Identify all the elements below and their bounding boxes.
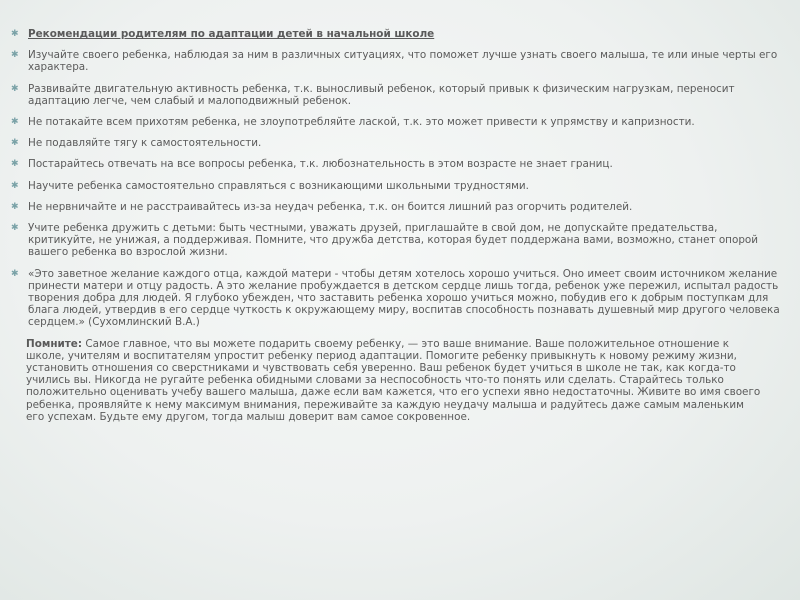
list-item bbox=[10, 158, 780, 170]
bullet-icon: ✱ bbox=[11, 268, 19, 279]
list-item-heading bbox=[10, 28, 780, 40]
slide-content bbox=[10, 28, 780, 423]
bullet-icon: ✱ bbox=[11, 138, 19, 149]
recommendations-list bbox=[10, 28, 780, 329]
list-item-text: Развивайте двигательную активность ребенка, т.к. выносливый ребенок, который привык к физическим нагрузкам, переносит адаптацию легче, чем слабый и малоподвижный ребенок. bbox=[28, 82, 735, 107]
list-item bbox=[10, 137, 780, 149]
list-item bbox=[10, 201, 780, 213]
bullet-icon: ✱ bbox=[11, 180, 19, 191]
list-item-text: Научите ребенка самостоятельно справляться с возникающими школьными трудностями. bbox=[28, 179, 529, 192]
list-item-text: Не подавляйте тягу к самостоятельности. bbox=[28, 137, 262, 150]
bullet-icon: ✱ bbox=[11, 83, 19, 94]
list-item-text: Учите ребенка дружить с детьми: быть честными, уважать друзей, приглашайте в свой дом, не допускайте предательства, критикуйте, не унижая, а поддерживая. Помните, что дружба детства, которая будет поддержана вами, возможно, станет опорой вашего ребенка во взрослой жизни. bbox=[28, 222, 759, 259]
note-text: Самое главное, что вы можете подарить своему ребенку, — это ваше внимание. Ваше положительное отношение к школе, учителям и воспитателям упростит ребенку период адаптации. Помогите ребенку привыкнуть к новому режиму жизни, установить отношения со сверстниками и чувствовать себя уверенно. Ваш ребенок будет учиться в школе не так, как когда-то учились вы. Никогда не ругайте ребенка обидными словами за неспособность что-то понять или сделать. Старайтесь только положительно оценивать учебу вашего малыша, даже если вам кажется, что его успехи явно недостаточны. Живите во имя своего ребенка, проявляйте к нему максимум внимания, переживайте за каждую неудачу малыша и радуйтесь даже самым маленьким его успехам. Будьте ему другом, тогда малыш доверит вам самое сокровенное. bbox=[26, 337, 761, 423]
list-item-text: Постарайтесь отвечать на все вопросы ребенка, т.к. любознательность в этом возрасте не знает границ. bbox=[28, 158, 613, 171]
bullet-icon: ✱ bbox=[11, 159, 19, 170]
list-item bbox=[10, 180, 780, 192]
note-label: Помните: bbox=[26, 337, 83, 350]
list-item bbox=[10, 49, 780, 73]
list-item bbox=[10, 222, 780, 259]
list-item-text: «Это заветное желание каждого отца, каждой матери - чтобы детям хотелось хорошо учиться. Оно имеет своим источником желание принести матери и отцу радость. А это желание пробуждается в детском сердце лишь тогда, ребенок уже пережил, испытал радость творения добра для людей. Я глубоко убежден, что заставить ребенка хорошо учиться можно, побудив его к добрым поступкам для блага людей, утвердив в его сердце чуткость к окружающему миру, воспитав способность познавать душевный мир другого человека сердцем.» (Сухомлинский В.А.) bbox=[28, 267, 780, 329]
bullet-icon: ✱ bbox=[11, 223, 19, 234]
bullet-icon: ✱ bbox=[11, 201, 19, 212]
bullet-icon: ✱ bbox=[11, 29, 19, 39]
list-item-text: Не нервничайте и не расстраивайтесь из-за неудач ребенка, т.к. он боится лишний раз огорчить родителей. bbox=[28, 200, 633, 213]
bullet-icon: ✱ bbox=[11, 50, 19, 61]
list-item bbox=[10, 268, 780, 329]
page-title: Рекомендации родителям по адаптации детей в начальной школе bbox=[28, 28, 435, 40]
list-item-text: Не потакайте всем прихотям ребенка, не злоупотребляйте лаской, т.к. это может привести к упрямству и капризности. bbox=[28, 116, 695, 129]
list-item bbox=[10, 83, 780, 107]
list-item-text: Изучайте своего ребенка, наблюдая за ним в различных ситуациях, что поможет лучше узнать своего малыша, те или иные черты его характера. bbox=[28, 49, 778, 74]
bullet-icon: ✱ bbox=[11, 117, 19, 128]
list-item bbox=[10, 116, 780, 128]
remember-note bbox=[10, 338, 780, 423]
